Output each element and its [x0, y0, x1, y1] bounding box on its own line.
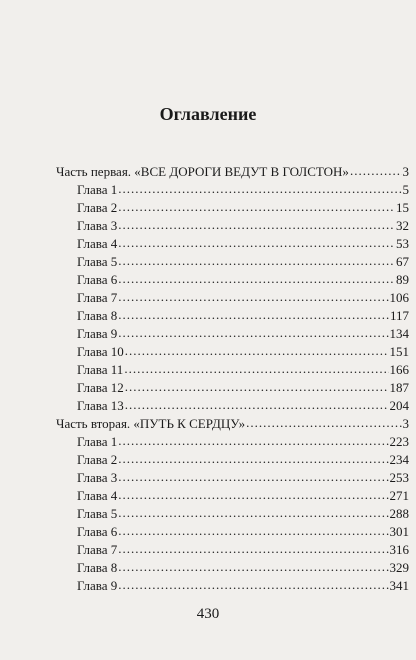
toc-chapter — [56, 559, 409, 577]
toc-chapter — [56, 253, 409, 271]
toc-chapter-label: Глава 4 — [77, 488, 118, 503]
toc-part-label: Часть первая. «ВСЕ ДОРОГИ ВЕДУТ В ГОЛСТОН» — [56, 164, 349, 179]
toc-chapter-label: Глава 5 — [77, 506, 118, 521]
dot-leader — [125, 396, 389, 414]
toc-chapter-page: 204 — [389, 398, 409, 413]
dot-leader — [118, 288, 388, 306]
toc-chapter — [56, 577, 409, 595]
toc-chapter — [56, 487, 409, 505]
dot-leader — [118, 306, 389, 324]
toc-chapter-label: Глава 4 — [77, 236, 118, 251]
toc-chapter-page: 166 — [389, 362, 409, 377]
toc-chapter — [56, 469, 409, 487]
toc-chapter-label: Глава 1 — [77, 434, 118, 449]
toc-chapter — [56, 361, 409, 379]
dot-leader — [118, 576, 388, 594]
toc-chapter-page: 15 — [396, 200, 409, 215]
toc-chapter-label: Глава 12 — [77, 380, 124, 395]
dot-leader — [125, 342, 389, 360]
dot-leader — [118, 522, 388, 540]
toc-chapter-page: 329 — [389, 560, 409, 575]
toc-chapter — [56, 397, 409, 415]
toc-chapter-page: 187 — [389, 380, 409, 395]
toc-chapter — [56, 343, 409, 361]
page-title: Оглавление — [159, 104, 257, 124]
dot-leader — [350, 162, 402, 180]
dot-leader — [118, 252, 395, 270]
dot-leader — [118, 486, 388, 504]
toc-chapter — [56, 235, 409, 253]
dot-leader — [125, 378, 389, 396]
toc-chapter-label: Глава 6 — [77, 272, 118, 287]
dot-leader — [124, 360, 388, 378]
toc-chapter-label: Глава 3 — [77, 470, 118, 485]
dot-leader — [118, 270, 395, 288]
toc-chapter — [56, 379, 409, 397]
toc-chapter — [56, 433, 409, 451]
toc-chapter-label: Глава 8 — [77, 308, 118, 323]
toc-chapter-page: 341 — [389, 578, 409, 593]
toc-chapter-label: Глава 2 — [77, 200, 118, 215]
dot-leader — [118, 504, 388, 522]
toc-chapter-page: 32 — [396, 218, 409, 233]
toc-chapter — [56, 505, 409, 523]
page-number: 430 — [196, 606, 220, 622]
toc-chapter-page: 67 — [396, 254, 409, 269]
dot-leader — [118, 216, 395, 234]
toc-chapter — [56, 217, 409, 235]
toc-part-page: 3 — [402, 164, 409, 179]
toc-chapter-page: 89 — [396, 272, 409, 287]
toc-chapter-page: 117 — [389, 308, 409, 323]
toc-chapter-label: Глава 2 — [77, 452, 118, 467]
toc-chapter-page: 288 — [389, 506, 409, 521]
toc-part — [56, 415, 409, 433]
toc-chapter-label: Глава 3 — [77, 218, 118, 233]
toc-chapter-label: Глава 7 — [77, 290, 118, 305]
toc-chapter-label: Глава 1 — [77, 182, 118, 197]
toc-chapter-page: 234 — [389, 452, 409, 467]
dot-leader — [246, 414, 401, 432]
toc-chapter-page: 223 — [389, 434, 409, 449]
dot-leader — [118, 180, 401, 198]
toc-chapter — [56, 451, 409, 469]
toc-chapter — [56, 307, 409, 325]
toc-chapter — [56, 541, 409, 559]
dot-leader — [118, 198, 395, 216]
toc-chapter — [56, 325, 409, 343]
toc-chapter-page: 5 — [402, 182, 409, 197]
dot-leader — [118, 450, 388, 468]
toc-chapter — [56, 289, 409, 307]
toc-part-page: 3 — [402, 416, 409, 431]
dot-leader — [118, 324, 388, 342]
toc-chapter-label: Глава 13 — [77, 398, 124, 413]
toc-chapter-label: Глава 11 — [77, 362, 124, 377]
toc-chapter-label: Глава 9 — [77, 578, 118, 593]
toc-chapter — [56, 181, 409, 199]
toc-chapter-page: 301 — [389, 524, 409, 539]
dot-leader — [118, 540, 388, 558]
toc-chapter-page: 253 — [389, 470, 409, 485]
toc-chapter-label: Глава 9 — [77, 326, 118, 341]
toc-chapter-label: Глава 5 — [77, 254, 118, 269]
toc-chapter-label: Глава 6 — [77, 524, 118, 539]
toc-chapter — [56, 199, 409, 217]
toc-chapter-page: 106 — [389, 290, 409, 305]
dot-leader — [118, 234, 395, 252]
dot-leader — [118, 558, 388, 576]
toc-chapter — [56, 271, 409, 289]
toc-chapter-page: 134 — [389, 326, 409, 341]
dot-leader — [118, 468, 388, 486]
toc-part — [56, 163, 409, 181]
toc-chapter-page: 53 — [396, 236, 409, 251]
toc-chapter-page: 151 — [389, 344, 409, 359]
toc-chapter-page: 316 — [389, 542, 409, 557]
toc-chapter — [56, 523, 409, 541]
table-of-contents — [56, 163, 409, 595]
toc-chapter-page: 271 — [389, 488, 409, 503]
toc-part-label: Часть вторая. «ПУТЬ К СЕРДЦУ» — [56, 416, 246, 431]
toc-chapter-label: Глава 10 — [77, 344, 124, 359]
toc-chapter-label: Глава 7 — [77, 542, 118, 557]
dot-leader — [118, 432, 388, 450]
toc-chapter-label: Глава 8 — [77, 560, 118, 575]
